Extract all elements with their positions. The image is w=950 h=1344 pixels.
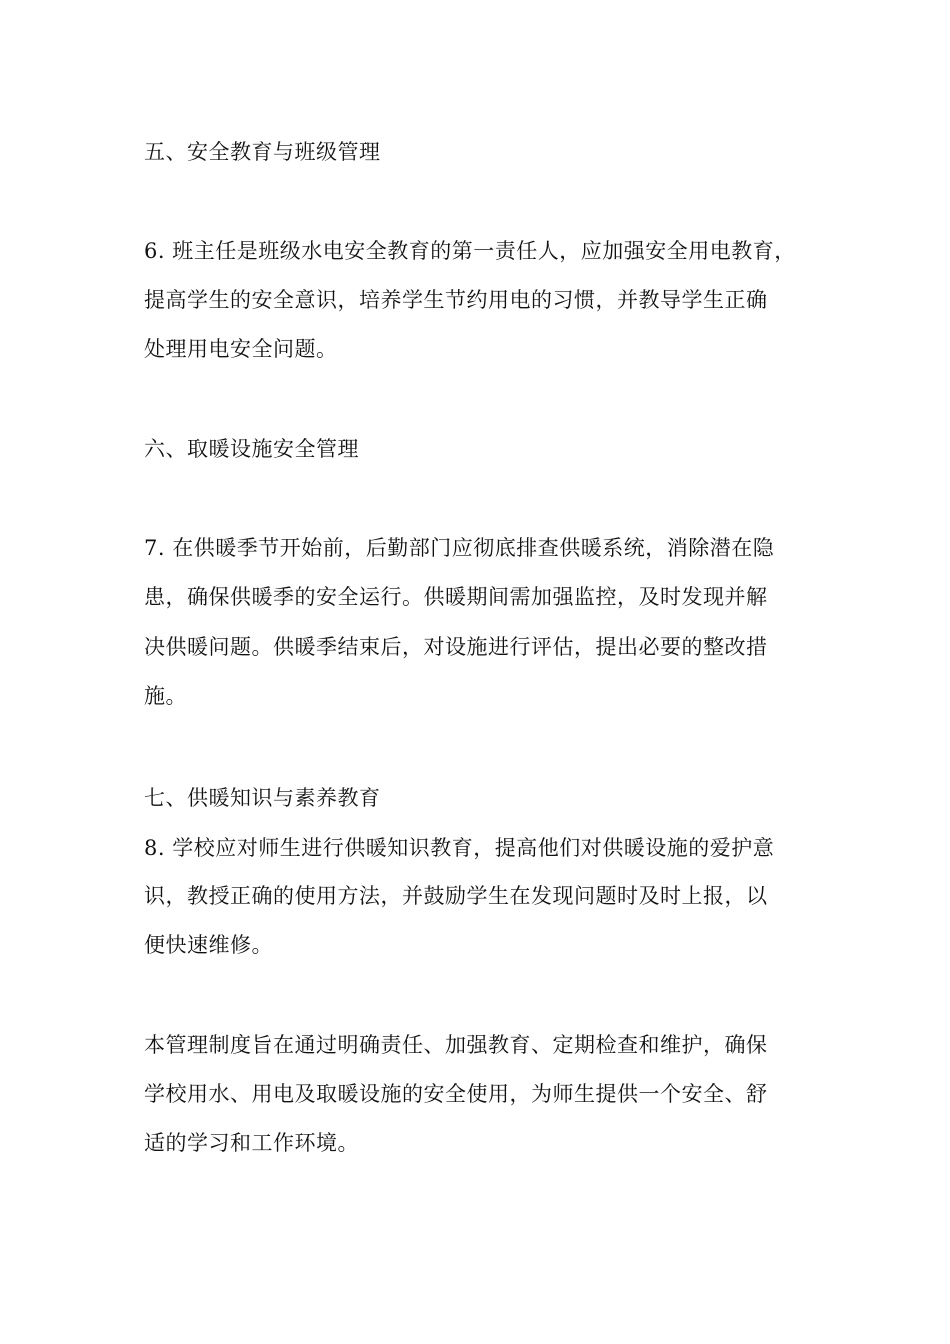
paragraph-line: 8. 学校应对师生进行供暖知识教育，提高他们对供暖设施的爱护意 bbox=[144, 836, 775, 860]
paragraph-line: 施。 bbox=[144, 684, 187, 708]
section-heading-6: 六、取暖设施安全管理 bbox=[144, 437, 359, 461]
paragraph-line: 识，教授正确的使用方法，并鼓励学生在发现问题时及时上报，以 bbox=[144, 884, 768, 908]
paragraph-line: 决供暖问题。供暖季结束后，对设施进行评估，提出必要的整改措 bbox=[144, 635, 768, 659]
paragraph-line: 6. 班主任是班级水电安全教育的第一责任人，应加强安全用电教育， bbox=[144, 239, 796, 263]
section-heading-5: 五、安全教育与班级管理 bbox=[144, 140, 381, 164]
paragraph-line: 便快速维修。 bbox=[144, 933, 273, 957]
paragraph-line: 处理用电安全问题。 bbox=[144, 337, 338, 361]
section-heading-7: 七、供暖知识与素养教育 bbox=[144, 786, 381, 810]
paragraph-line: 提高学生的安全意识，培养学生节约用电的习惯，并教导学生正确 bbox=[144, 288, 768, 312]
paragraph-line: 适的学习和工作环境。 bbox=[144, 1131, 359, 1155]
paragraph-line: 患，确保供暖季的安全运行。供暖期间需加强监控，及时发现并解 bbox=[144, 585, 768, 609]
paragraph-line: 7. 在供暖季节开始前，后勤部门应彻底排查供暖系统，消除潜在隐 bbox=[144, 536, 775, 560]
paragraph-line: 学校用水、用电及取暖设施的安全使用，为师生提供一个安全、舒 bbox=[144, 1082, 768, 1106]
paragraph-line: 本管理制度旨在通过明确责任、加强教育、定期检查和维护，确保 bbox=[144, 1033, 768, 1057]
